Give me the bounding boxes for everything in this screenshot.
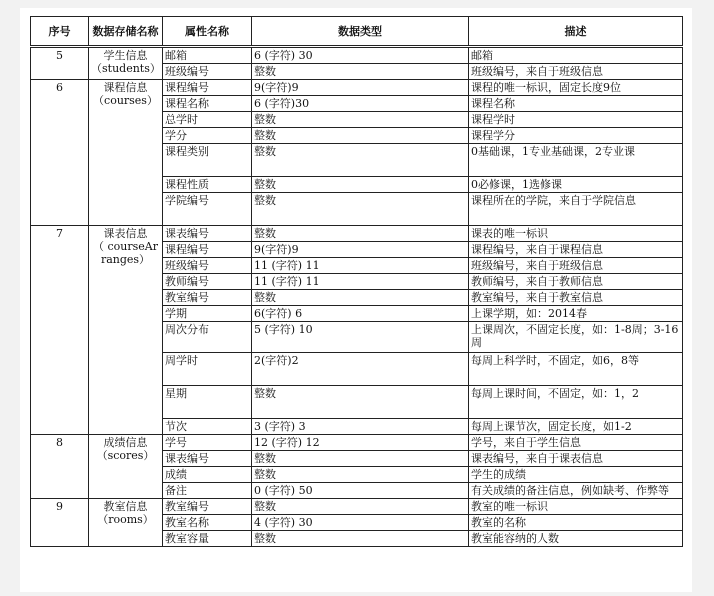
type-cell: 整数 — [252, 144, 469, 177]
group-index: 8 — [31, 435, 89, 499]
desc-cell: 0必修课，1选修课 — [469, 177, 683, 193]
group-name: 课程信息 — [103, 81, 148, 94]
group-index: 5 — [31, 47, 89, 80]
attr-cell: 教室编号 — [163, 290, 252, 306]
group-code: （rooms） — [97, 513, 154, 526]
type-cell: 9(字符)9 — [252, 242, 469, 258]
group-code: （ courseArranges） — [93, 240, 158, 266]
header-storage-name: 数据存储名称 — [89, 17, 163, 47]
desc-cell: 每周上课时间，不固定，如：1，2 — [469, 386, 683, 419]
attr-cell: 班级编号 — [163, 258, 252, 274]
type-cell: 整数 — [252, 193, 469, 226]
group-storage — [89, 435, 163, 499]
type-cell: 整数 — [252, 64, 469, 80]
table-row — [31, 47, 683, 64]
group-code: （scores） — [96, 449, 155, 462]
type-cell: 整数 — [252, 386, 469, 419]
desc-cell: 课程名称 — [469, 96, 683, 112]
group-name: 成绩信息 — [103, 436, 148, 449]
attr-cell: 课程性质 — [163, 177, 252, 193]
group-index: 6 — [31, 80, 89, 226]
attr-cell: 课程名称 — [163, 96, 252, 112]
data-store-table — [30, 16, 683, 547]
type-cell: 4 (字符) 30 — [252, 515, 469, 531]
attr-cell: 周次分布 — [163, 322, 252, 353]
attr-cell: 教师编号 — [163, 274, 252, 290]
header-description: 描述 — [469, 17, 683, 47]
attr-cell: 学院编号 — [163, 193, 252, 226]
table-row — [31, 226, 683, 242]
document-page — [20, 8, 692, 592]
group-code: （students） — [91, 62, 161, 75]
type-cell: 11 (字符) 11 — [252, 258, 469, 274]
type-cell: 9(字符)9 — [252, 80, 469, 96]
attr-cell: 教室名称 — [163, 515, 252, 531]
attr-cell: 成绩 — [163, 467, 252, 483]
desc-cell: 教室编号，来自于教室信息 — [469, 290, 683, 306]
group-name: 课表信息 — [103, 227, 148, 240]
attr-cell: 总学时 — [163, 112, 252, 128]
attr-cell: 教室编号 — [163, 499, 252, 515]
desc-cell: 学号，来自于学生信息 — [469, 435, 683, 451]
attr-cell: 课程编号 — [163, 80, 252, 96]
desc-cell: 学生的成绩 — [469, 467, 683, 483]
desc-cell: 课程的唯一标识，固定长度9位 — [469, 80, 683, 96]
group-name: 学生信息 — [103, 49, 148, 62]
desc-cell: 每周上课节次，固定长度，如1-2 — [469, 419, 683, 435]
desc-cell: 课表编号，来自于课表信息 — [469, 451, 683, 467]
header-row — [31, 17, 683, 47]
type-cell: 6 (字符) 30 — [252, 47, 469, 64]
desc-cell: 教师编号，来自于教师信息 — [469, 274, 683, 290]
type-cell: 整数 — [252, 451, 469, 467]
desc-cell: 课程学分 — [469, 128, 683, 144]
type-cell: 整数 — [252, 531, 469, 547]
desc-cell: 课程学时 — [469, 112, 683, 128]
desc-cell: 每周上科学时，不固定，如6，8等 — [469, 353, 683, 386]
type-cell: 6(字符) 6 — [252, 306, 469, 322]
desc-cell: 教室能容纳的人数 — [469, 531, 683, 547]
type-cell: 11 (字符) 11 — [252, 274, 469, 290]
type-cell: 2(字符)2 — [252, 353, 469, 386]
attr-cell: 教室容量 — [163, 531, 252, 547]
attr-cell: 课程编号 — [163, 242, 252, 258]
table-row — [31, 499, 683, 515]
desc-cell: 班级编号，来自于班级信息 — [469, 258, 683, 274]
group-index: 7 — [31, 226, 89, 435]
type-cell: 整数 — [252, 499, 469, 515]
header-attr-name: 属性名称 — [163, 17, 252, 47]
desc-cell: 班级编号，来自于班级信息 — [469, 64, 683, 80]
desc-cell: 课程编号，来自于课程信息 — [469, 242, 683, 258]
type-cell: 整数 — [252, 290, 469, 306]
attr-cell: 学分 — [163, 128, 252, 144]
type-cell: 整数 — [252, 177, 469, 193]
table-row — [31, 80, 683, 96]
table-row — [31, 435, 683, 451]
group-name: 教室信息 — [103, 500, 148, 513]
attr-cell: 星期 — [163, 386, 252, 419]
group-index: 9 — [31, 499, 89, 547]
desc-cell: 上课学期，如：2014春 — [469, 306, 683, 322]
attr-cell: 学号 — [163, 435, 252, 451]
attr-cell: 班级编号 — [163, 64, 252, 80]
group-code: （courses） — [93, 94, 158, 107]
type-cell: 整数 — [252, 128, 469, 144]
desc-cell: 教室的唯一标识 — [469, 499, 683, 515]
attr-cell: 课表编号 — [163, 451, 252, 467]
group-storage — [89, 226, 163, 435]
type-cell: 6 (字符)30 — [252, 96, 469, 112]
group-storage — [89, 499, 163, 547]
type-cell: 整数 — [252, 112, 469, 128]
desc-cell: 教室的名称 — [469, 515, 683, 531]
desc-cell: 课程所在的学院，来自于学院信息 — [469, 193, 683, 226]
desc-cell: 上课周次，不固定长度，如：1-8周；3-16周 — [469, 322, 683, 353]
group-storage — [89, 47, 163, 80]
desc-cell: 有关成绩的备注信息，例如缺考、作弊等 — [469, 483, 683, 499]
group-storage — [89, 80, 163, 226]
attr-cell: 课表编号 — [163, 226, 252, 242]
type-cell: 整数 — [252, 226, 469, 242]
type-cell: 3 (字符) 3 — [252, 419, 469, 435]
header-data-type: 数据类型 — [252, 17, 469, 47]
attr-cell: 学期 — [163, 306, 252, 322]
type-cell: 0 (字符) 50 — [252, 483, 469, 499]
attr-cell: 课程类别 — [163, 144, 252, 177]
type-cell: 12 (字符) 12 — [252, 435, 469, 451]
type-cell: 整数 — [252, 467, 469, 483]
desc-cell: 0基础课，1专业基础课，2专业课 — [469, 144, 683, 177]
attr-cell: 备注 — [163, 483, 252, 499]
header-index: 序号 — [31, 17, 89, 47]
type-cell: 5 (字符) 10 — [252, 322, 469, 353]
attr-cell: 周学时 — [163, 353, 252, 386]
attr-cell: 邮箱 — [163, 47, 252, 64]
attr-cell: 节次 — [163, 419, 252, 435]
desc-cell: 邮箱 — [469, 47, 683, 64]
desc-cell: 课表的唯一标识 — [469, 226, 683, 242]
